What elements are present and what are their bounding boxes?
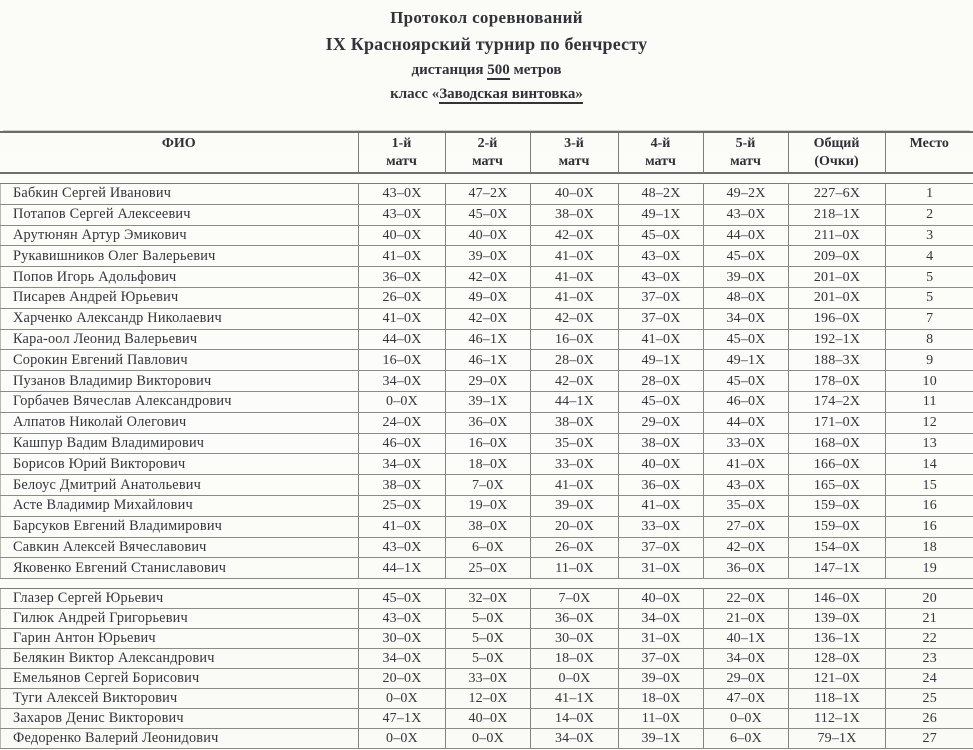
total-cell: 171–0X bbox=[789, 412, 886, 433]
name-cell: Харченко Александр Николаевич bbox=[1, 308, 359, 329]
total-cell: 128–0X bbox=[789, 649, 886, 669]
place-cell: 5 bbox=[886, 287, 973, 308]
name-cell: Потапов Сергей Алексеевич bbox=[1, 204, 359, 225]
match-4-cell: 37–0X bbox=[619, 649, 704, 669]
match-2-cell: 19–0X bbox=[446, 495, 531, 516]
place-cell: 4 bbox=[886, 246, 973, 267]
table-row bbox=[1, 495, 973, 516]
match-3-cell: 14–0X bbox=[531, 709, 619, 729]
match-5-cell: 29–0X bbox=[704, 669, 789, 689]
match-2-cell: 47–2X bbox=[446, 184, 531, 205]
distance-line bbox=[0, 58, 973, 82]
match-3-cell: 41–1X bbox=[531, 689, 619, 709]
name-cell: Горбачев Вячеслав Александрович bbox=[1, 391, 359, 412]
header-match2-label: 2-й bbox=[477, 136, 498, 151]
total-cell: 178–0X bbox=[789, 371, 886, 392]
total-cell: 166–0X bbox=[789, 454, 886, 475]
match-1-cell: 34–0X bbox=[359, 649, 446, 669]
match-1-cell: 16–0X bbox=[359, 350, 446, 371]
match-5-cell: 45–0X bbox=[704, 246, 789, 267]
match-2-cell: 16–0X bbox=[446, 433, 531, 454]
total-cell: 218–1X bbox=[789, 204, 886, 225]
table-row bbox=[1, 246, 973, 267]
results-table-section-1 bbox=[0, 183, 973, 579]
header-match4-label: 4-й bbox=[650, 136, 671, 151]
header-cell-place bbox=[885, 132, 973, 173]
table-row bbox=[1, 709, 973, 729]
distance-prefix: дистанция bbox=[411, 62, 488, 78]
total-cell: 79–1X bbox=[789, 729, 886, 749]
header-match5-label: 5-й bbox=[735, 136, 756, 151]
header-place-label: Место bbox=[909, 136, 949, 151]
name-cell: Сорокин Евгений Павлович bbox=[1, 350, 359, 371]
table-row bbox=[1, 649, 973, 669]
match-5-cell: 47–0X bbox=[704, 689, 789, 709]
match-5-cell: 39–0X bbox=[704, 267, 789, 288]
name-cell: Арутюнян Артур Эмикович bbox=[1, 225, 359, 246]
name-cell: Алпатов Николай Олегович bbox=[1, 412, 359, 433]
match-5-cell: 46–0X bbox=[704, 391, 789, 412]
table-row bbox=[1, 537, 973, 558]
match-5-cell: 22–0X bbox=[704, 589, 789, 609]
match-5-cell: 43–0X bbox=[704, 475, 789, 496]
match-5-cell: 33–0X bbox=[704, 433, 789, 454]
place-cell: 22 bbox=[886, 629, 973, 649]
match-3-cell: 34–0X bbox=[531, 729, 619, 749]
total-cell: 154–0X bbox=[789, 537, 886, 558]
header-match5-sub: матч bbox=[730, 153, 761, 169]
distance-suffix: метров bbox=[509, 62, 562, 78]
match-4-cell: 49–1X bbox=[619, 350, 704, 371]
total-cell: 192–1X bbox=[789, 329, 886, 350]
name-cell: Кашпур Вадим Владимирович bbox=[1, 433, 359, 454]
match-2-cell: 38–0X bbox=[446, 516, 531, 537]
match-5-cell: 49–1X bbox=[704, 350, 789, 371]
match-2-cell: 5–0X bbox=[446, 629, 531, 649]
total-cell: 165–0X bbox=[789, 475, 886, 496]
header-cell-total bbox=[788, 132, 885, 173]
name-cell: Бабкин Сергей Иванович bbox=[1, 184, 359, 205]
document-header bbox=[0, 0, 973, 106]
match-2-cell: 36–0X bbox=[446, 412, 531, 433]
header-total-sub: (Очки) bbox=[814, 153, 859, 169]
place-cell: 14 bbox=[886, 454, 973, 475]
place-cell: 10 bbox=[886, 371, 973, 392]
match-4-cell: 41–0X bbox=[619, 495, 704, 516]
match-5-cell: 45–0X bbox=[704, 371, 789, 392]
match-1-cell: 43–0X bbox=[359, 204, 446, 225]
match-4-cell: 40–0X bbox=[619, 589, 704, 609]
match-5-cell: 49–2X bbox=[704, 184, 789, 205]
match-1-cell: 44–0X bbox=[359, 329, 446, 350]
match-4-cell: 29–0X bbox=[619, 412, 704, 433]
name-cell: Захаров Денис Викторович bbox=[1, 709, 359, 729]
match-2-cell: 40–0X bbox=[446, 709, 531, 729]
match-5-cell: 40–1X bbox=[704, 629, 789, 649]
match-1-cell: 34–0X bbox=[359, 371, 446, 392]
name-cell: Гарин Антон Юрьевич bbox=[1, 629, 359, 649]
match-1-cell: 26–0X bbox=[359, 287, 446, 308]
match-3-cell: 42–0X bbox=[531, 371, 619, 392]
match-5-cell: 35–0X bbox=[704, 495, 789, 516]
total-cell: 112–1X bbox=[789, 709, 886, 729]
match-4-cell: 37–0X bbox=[619, 287, 704, 308]
name-cell: Туги Алексей Викторович bbox=[1, 689, 359, 709]
total-cell: 139–0X bbox=[789, 609, 886, 629]
match-1-cell: 40–0X bbox=[359, 225, 446, 246]
match-3-cell: 30–0X bbox=[531, 629, 619, 649]
match-1-cell: 0–0X bbox=[359, 391, 446, 412]
match-4-cell: 28–0X bbox=[619, 371, 704, 392]
match-4-cell: 37–0X bbox=[619, 308, 704, 329]
table-row bbox=[1, 558, 973, 579]
match-4-cell: 11–0X bbox=[619, 709, 704, 729]
place-cell: 26 bbox=[886, 709, 973, 729]
match-2-cell: 39–0X bbox=[446, 246, 531, 267]
name-cell: Емельянов Сергей Борисович bbox=[1, 669, 359, 689]
table-row bbox=[1, 308, 973, 329]
match-5-cell: 44–0X bbox=[704, 225, 789, 246]
total-cell: 159–0X bbox=[789, 516, 886, 537]
table-row bbox=[1, 350, 973, 371]
place-cell: 8 bbox=[886, 329, 973, 350]
match-2-cell: 7–0X bbox=[446, 475, 531, 496]
match-2-cell: 5–0X bbox=[446, 609, 531, 629]
total-cell: 136–1X bbox=[789, 629, 886, 649]
match-2-cell: 46–1X bbox=[446, 350, 531, 371]
match-3-cell: 18–0X bbox=[531, 649, 619, 669]
match-4-cell: 37–0X bbox=[619, 537, 704, 558]
match-4-cell: 49–1X bbox=[619, 204, 704, 225]
table-row bbox=[1, 454, 973, 475]
match-4-cell: 36–0X bbox=[619, 475, 704, 496]
match-1-cell: 20–0X bbox=[359, 669, 446, 689]
header-row bbox=[0, 132, 973, 173]
match-5-cell: 0–0X bbox=[704, 709, 789, 729]
table-row bbox=[1, 669, 973, 689]
match-1-cell: 43–0X bbox=[359, 537, 446, 558]
match-2-cell: 25–0X bbox=[446, 558, 531, 579]
match-3-cell: 39–0X bbox=[531, 495, 619, 516]
match-3-cell: 41–0X bbox=[531, 287, 619, 308]
match-3-cell: 42–0X bbox=[531, 225, 619, 246]
match-2-cell: 18–0X bbox=[446, 454, 531, 475]
match-3-cell: 28–0X bbox=[531, 350, 619, 371]
name-cell: Борисов Юрий Викторович bbox=[1, 454, 359, 475]
match-2-cell: 45–0X bbox=[446, 204, 531, 225]
rifle-class-prefix: класс « bbox=[390, 86, 440, 102]
match-3-cell: 36–0X bbox=[531, 609, 619, 629]
tournament-title: IX Красноярский турнир по бенчресту bbox=[325, 34, 648, 54]
table-row bbox=[1, 267, 973, 288]
match-4-cell: 38–0X bbox=[619, 433, 704, 454]
match-4-cell: 18–0X bbox=[619, 689, 704, 709]
place-cell: 13 bbox=[886, 433, 973, 454]
name-cell: Федоренко Валерий Леонидович bbox=[1, 729, 359, 749]
name-cell: Писарев Андрей Юрьевич bbox=[1, 287, 359, 308]
match-3-cell: 38–0X bbox=[531, 204, 619, 225]
match-4-cell: 34–0X bbox=[619, 609, 704, 629]
match-4-cell: 43–0X bbox=[619, 267, 704, 288]
match-4-cell: 39–0X bbox=[619, 669, 704, 689]
rifle-class-value: Заводская винтовка» bbox=[439, 86, 583, 102]
header-match1-label: 1-й bbox=[391, 136, 412, 151]
match-4-cell: 40–0X bbox=[619, 454, 704, 475]
place-cell: 16 bbox=[886, 495, 973, 516]
table-row bbox=[1, 589, 973, 609]
match-5-cell: 6–0X bbox=[704, 729, 789, 749]
match-5-cell: 44–0X bbox=[704, 412, 789, 433]
name-cell: Кара-оол Леонид Валерьевич bbox=[1, 329, 359, 350]
name-cell: Белякин Виктор Александрович bbox=[1, 649, 359, 669]
match-2-cell: 33–0X bbox=[446, 669, 531, 689]
match-2-cell: 12–0X bbox=[446, 689, 531, 709]
match-3-cell: 41–0X bbox=[531, 475, 619, 496]
match-3-cell: 44–1X bbox=[531, 391, 619, 412]
match-1-cell: 41–0X bbox=[359, 246, 446, 267]
header-total-label: Общий bbox=[813, 136, 860, 151]
match-2-cell: 39–1X bbox=[446, 391, 531, 412]
match-3-cell: 42–0X bbox=[531, 308, 619, 329]
header-cell-match-1 bbox=[358, 132, 445, 173]
match-1-cell: 36–0X bbox=[359, 267, 446, 288]
total-cell: 118–1X bbox=[789, 689, 886, 709]
name-cell: Попов Игорь Адольфович bbox=[1, 267, 359, 288]
header-match3-label: 3-й bbox=[564, 136, 584, 151]
total-cell: 196–0X bbox=[789, 308, 886, 329]
place-cell: 25 bbox=[886, 689, 973, 709]
match-1-cell: 38–0X bbox=[359, 475, 446, 496]
header-match2-sub: матч bbox=[472, 153, 503, 169]
match-1-cell: 34–0X bbox=[359, 454, 446, 475]
match-3-cell: 11–0X bbox=[531, 558, 619, 579]
place-cell: 27 bbox=[886, 729, 973, 749]
table-row bbox=[1, 729, 973, 749]
match-4-cell: 31–0X bbox=[619, 629, 704, 649]
match-3-cell: 7–0X bbox=[531, 589, 619, 609]
match-1-cell: 41–0X bbox=[359, 516, 446, 537]
header-cell-match-3 bbox=[530, 132, 618, 173]
match-3-cell: 20–0X bbox=[531, 516, 619, 537]
distance-value: 500 bbox=[487, 62, 510, 78]
table-row bbox=[1, 184, 973, 205]
match-3-cell: 0–0X bbox=[531, 669, 619, 689]
table-row bbox=[1, 629, 973, 649]
place-cell: 5 bbox=[886, 267, 973, 288]
header-match4-sub: матч bbox=[645, 153, 676, 169]
name-cell: Пузанов Владимир Викторович bbox=[1, 371, 359, 392]
match-1-cell: 44–1X bbox=[359, 558, 446, 579]
match-5-cell: 34–0X bbox=[704, 649, 789, 669]
match-1-cell: 41–0X bbox=[359, 308, 446, 329]
rifle-class-line bbox=[0, 82, 973, 106]
match-3-cell: 40–0X bbox=[531, 184, 619, 205]
match-1-cell: 30–0X bbox=[359, 629, 446, 649]
place-cell: 24 bbox=[886, 669, 973, 689]
place-cell: 7 bbox=[886, 308, 973, 329]
name-cell: Рукавишников Олег Валерьевич bbox=[1, 246, 359, 267]
page-title: Протокол соревнований bbox=[390, 8, 583, 27]
place-cell: 18 bbox=[886, 537, 973, 558]
total-cell: 188–3X bbox=[789, 350, 886, 371]
table-row bbox=[1, 391, 973, 412]
name-cell: Барсуков Евгений Владимирович bbox=[1, 516, 359, 537]
header-fio-label: ФИО bbox=[161, 136, 196, 151]
place-cell: 23 bbox=[886, 649, 973, 669]
total-cell: 168–0X bbox=[789, 433, 886, 454]
header-cell-match-4 bbox=[618, 132, 703, 173]
match-1-cell: 0–0X bbox=[359, 729, 446, 749]
results-table-header bbox=[0, 131, 973, 174]
match-5-cell: 36–0X bbox=[704, 558, 789, 579]
table-row bbox=[1, 609, 973, 629]
match-3-cell: 38–0X bbox=[531, 412, 619, 433]
match-5-cell: 27–0X bbox=[704, 516, 789, 537]
table-row bbox=[1, 412, 973, 433]
match-4-cell: 33–0X bbox=[619, 516, 704, 537]
place-cell: 15 bbox=[886, 475, 973, 496]
table-row bbox=[1, 204, 973, 225]
match-4-cell: 43–0X bbox=[619, 246, 704, 267]
match-2-cell: 6–0X bbox=[446, 537, 531, 558]
header-match1-sub: матч bbox=[386, 153, 417, 169]
match-1-cell: 43–0X bbox=[359, 609, 446, 629]
match-2-cell: 32–0X bbox=[446, 589, 531, 609]
total-cell: 147–1X bbox=[789, 558, 886, 579]
table-row bbox=[1, 689, 973, 709]
match-3-cell: 16–0X bbox=[531, 329, 619, 350]
total-cell: 174–2X bbox=[789, 391, 886, 412]
match-5-cell: 34–0X bbox=[704, 308, 789, 329]
match-1-cell: 47–1X bbox=[359, 709, 446, 729]
match-3-cell: 41–0X bbox=[531, 267, 619, 288]
total-cell: 159–0X bbox=[789, 495, 886, 516]
header-cell-match-5 bbox=[703, 132, 788, 173]
match-4-cell: 41–0X bbox=[619, 329, 704, 350]
header-match3-sub: матч bbox=[558, 153, 590, 169]
match-2-cell: 46–1X bbox=[446, 329, 531, 350]
match-4-cell: 48–2X bbox=[619, 184, 704, 205]
match-5-cell: 42–0X bbox=[704, 537, 789, 558]
name-cell: Гилюк Андрей Григорьевич bbox=[1, 609, 359, 629]
match-5-cell: 45–0X bbox=[704, 329, 789, 350]
table-row bbox=[1, 475, 973, 496]
match-5-cell: 48–0X bbox=[704, 287, 789, 308]
match-2-cell: 42–0X bbox=[446, 308, 531, 329]
match-4-cell: 31–0X bbox=[619, 558, 704, 579]
table-row bbox=[1, 329, 973, 350]
place-cell: 2 bbox=[886, 204, 973, 225]
table-row bbox=[1, 225, 973, 246]
place-cell: 19 bbox=[886, 558, 973, 579]
match-1-cell: 43–0X bbox=[359, 184, 446, 205]
match-2-cell: 49–0X bbox=[446, 287, 531, 308]
match-2-cell: 42–0X bbox=[446, 267, 531, 288]
match-2-cell: 5–0X bbox=[446, 649, 531, 669]
match-2-cell: 40–0X bbox=[446, 225, 531, 246]
place-cell: 12 bbox=[886, 412, 973, 433]
match-4-cell: 45–0X bbox=[619, 225, 704, 246]
name-cell: Белоус Дмитрий Анатольевич bbox=[1, 475, 359, 496]
total-cell: 201–0X bbox=[789, 287, 886, 308]
match-1-cell: 24–0X bbox=[359, 412, 446, 433]
match-1-cell: 46–0X bbox=[359, 433, 446, 454]
place-cell: 11 bbox=[886, 391, 973, 412]
total-cell: 121–0X bbox=[789, 669, 886, 689]
match-3-cell: 26–0X bbox=[531, 537, 619, 558]
place-cell: 16 bbox=[886, 516, 973, 537]
place-cell: 20 bbox=[886, 589, 973, 609]
match-5-cell: 43–0X bbox=[704, 204, 789, 225]
match-2-cell: 29–0X bbox=[446, 371, 531, 392]
place-cell: 9 bbox=[886, 350, 973, 371]
name-cell: Савкин Алексей Вячеславович bbox=[1, 537, 359, 558]
match-3-cell: 35–0X bbox=[531, 433, 619, 454]
match-3-cell: 33–0X bbox=[531, 454, 619, 475]
header-cell-fio bbox=[0, 132, 358, 173]
match-1-cell: 25–0X bbox=[359, 495, 446, 516]
match-5-cell: 41–0X bbox=[704, 454, 789, 475]
match-2-cell: 0–0X bbox=[446, 729, 531, 749]
place-cell: 3 bbox=[886, 225, 973, 246]
table-row bbox=[1, 371, 973, 392]
total-cell: 211–0X bbox=[789, 225, 886, 246]
place-cell: 1 bbox=[886, 184, 973, 205]
name-cell: Асте Владимир Михайлович bbox=[1, 495, 359, 516]
table-row bbox=[1, 516, 973, 537]
table-row bbox=[1, 287, 973, 308]
match-5-cell: 21–0X bbox=[704, 609, 789, 629]
match-4-cell: 45–0X bbox=[619, 391, 704, 412]
results-table-section-2 bbox=[0, 588, 973, 749]
place-cell: 21 bbox=[886, 609, 973, 629]
match-1-cell: 0–0X bbox=[359, 689, 446, 709]
header-cell-match-2 bbox=[445, 132, 530, 173]
name-cell: Глазер Сергей Юрьевич bbox=[1, 589, 359, 609]
total-cell: 201–0X bbox=[789, 267, 886, 288]
name-cell: Яковенко Евгений Станиславович bbox=[1, 558, 359, 579]
match-3-cell: 41–0X bbox=[531, 246, 619, 267]
table-row bbox=[1, 433, 973, 454]
total-cell: 146–0X bbox=[789, 589, 886, 609]
match-4-cell: 39–1X bbox=[619, 729, 704, 749]
match-1-cell: 45–0X bbox=[359, 589, 446, 609]
total-cell: 227–6X bbox=[789, 184, 886, 205]
total-cell: 209–0X bbox=[789, 246, 886, 267]
